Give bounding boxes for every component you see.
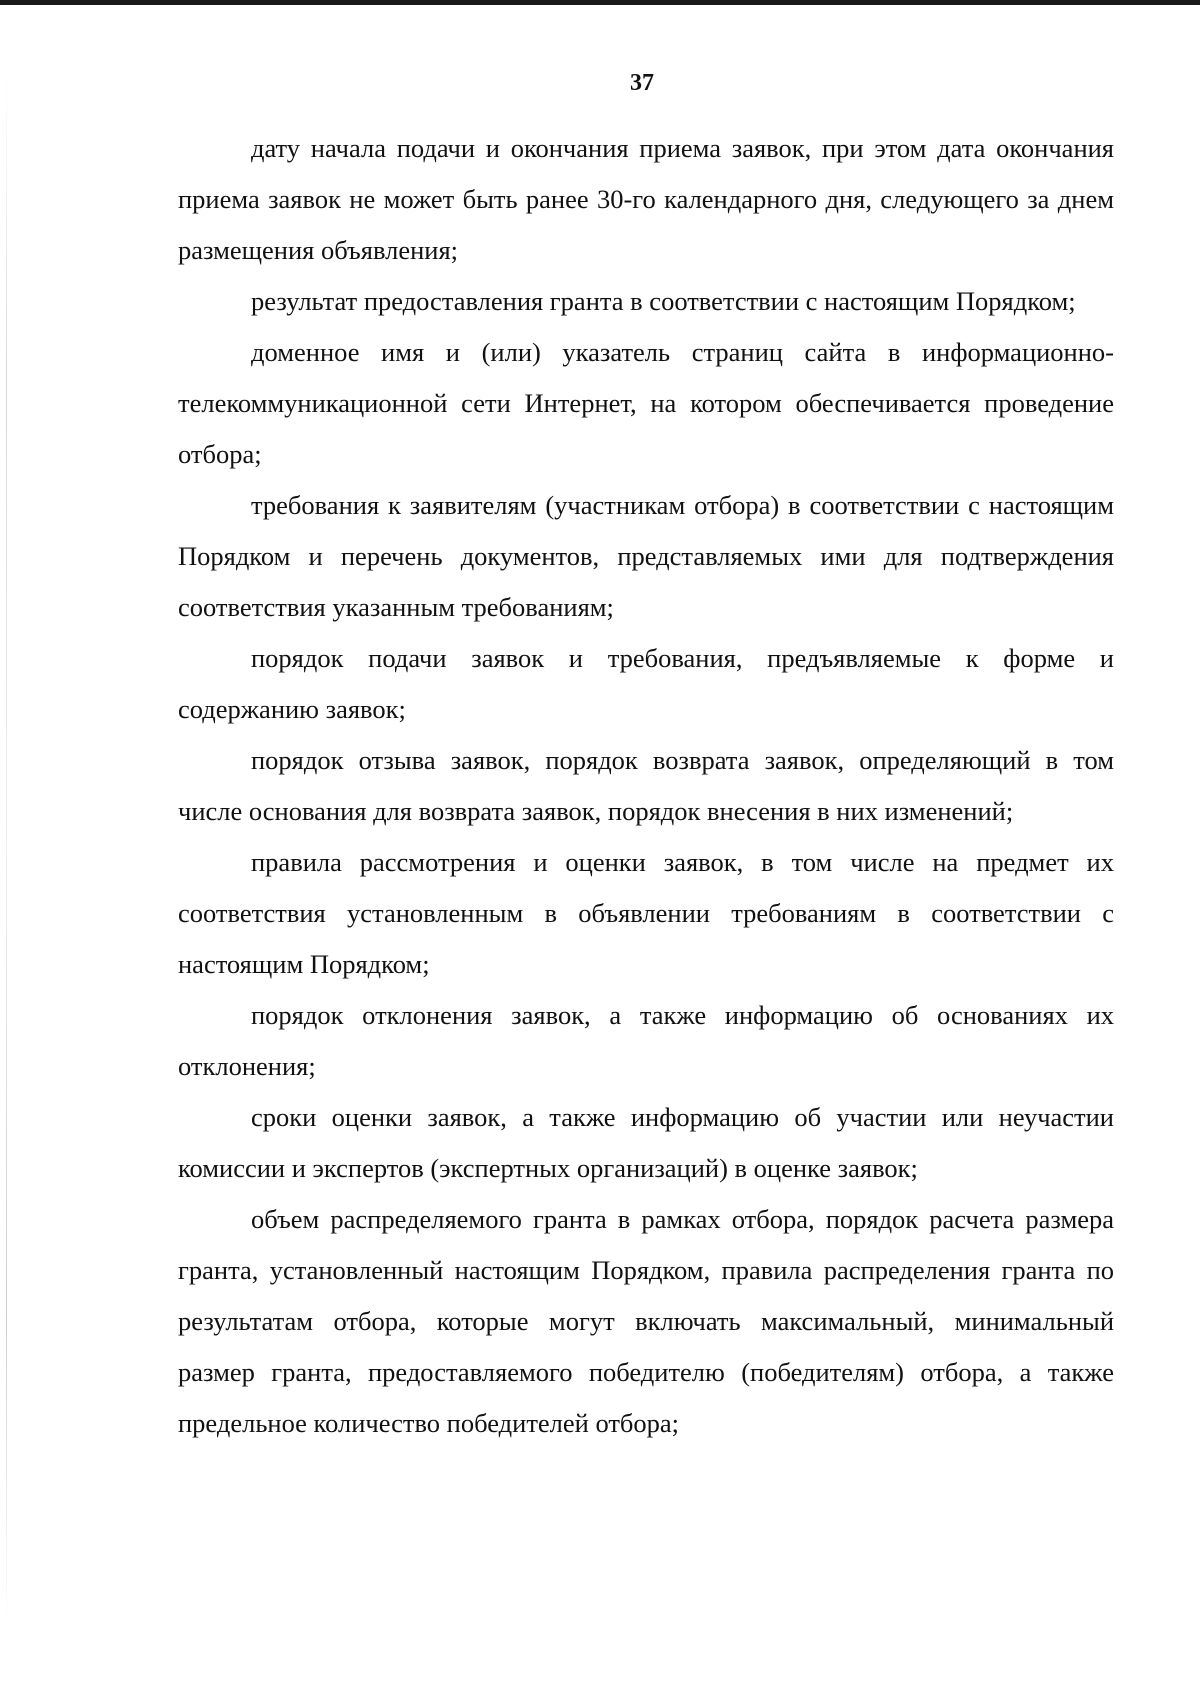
paragraph-grant-result: результат предоставления гранта в соответствии с настоящим Порядком; <box>251 286 1076 316</box>
paragraph-evaluation-rules: правила рассмотрения и оценки заявок, в том числе на предмет их соответствия установленным в объявлении требованиям в соответствии с настоящим Порядком; <box>178 847 1114 979</box>
page-number: 37 <box>630 70 654 96</box>
scan-left-edge <box>6 70 7 1630</box>
document-body <box>178 123 1114 1449</box>
top-border-line <box>0 0 1200 5</box>
paragraph-applicant-requirements: требования к заявителям (участникам отбора) в соответствии с настоящим Порядком и перечень документов, представляемых ими для подтверждения соответствия указанным требованиям; <box>178 490 1114 622</box>
paragraph-grant-volume: объем распределяемого гранта в рамках отбора, порядок расчета размера гранта, установленный настоящим Порядком, правила распределения гранта по результатам отбора, которые могут включать максимальный, минимальный размер гранта, предоставляемого победителю (победителям) отбора, а также предельное количество победителей отбора; <box>178 1204 1114 1438</box>
paragraph-rejection-procedure: порядок отклонения заявок, а также информацию об основаниях их отклонения; <box>178 1000 1114 1081</box>
paragraph-domain-name: доменное имя и (или) указатель страниц сайта в информационно-телекоммуникационной сети Интернет, на котором обеспечивается проведение отбора; <box>178 337 1114 469</box>
paragraph-submission-procedure: порядок подачи заявок и требования, предъявляемые к форме и содержанию заявок; <box>178 643 1114 724</box>
paragraph-application-dates: дату начала подачи и окончания приема заявок, при этом дата окончания приема заявок не может быть ранее 30-го календарного дня, следующего за днем размещения объявления; <box>178 133 1114 265</box>
paragraph-withdrawal-procedure: порядок отзыва заявок, порядок возврата заявок, определяющий в том числе основания для возврата заявок, порядок внесения в них изменений; <box>178 745 1114 826</box>
paragraph-evaluation-terms: сроки оценки заявок, а также информацию об участии или неучастии комиссии и экспертов (экспертных организаций) в оценке заявок; <box>178 1102 1114 1183</box>
